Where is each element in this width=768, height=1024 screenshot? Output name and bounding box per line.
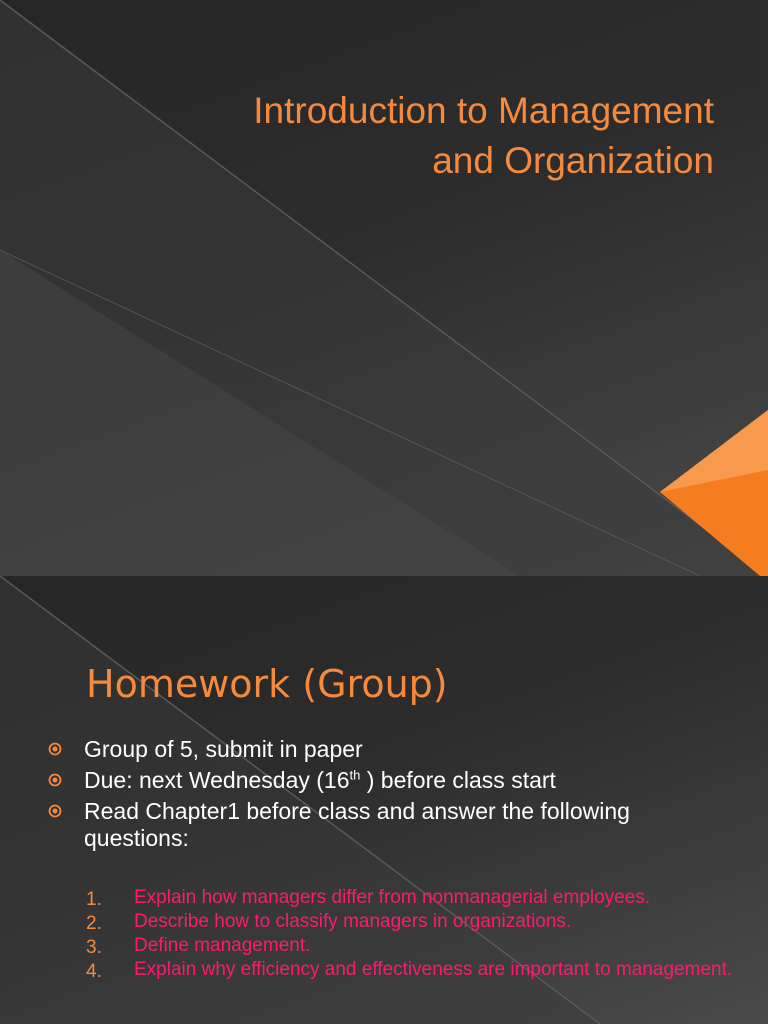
- homework-title: Homework (Group): [86, 662, 448, 707]
- bullet-list: [48, 736, 738, 856]
- question-item: [86, 886, 746, 910]
- question-number: 2.: [86, 913, 102, 934]
- question-item: [86, 934, 746, 958]
- question-text: Explain how managers differ from nonmanagerial employees.: [134, 887, 651, 908]
- question-number: 4.: [86, 961, 102, 982]
- question-number: 3.: [86, 937, 102, 958]
- question-text: Describe how to classify managers in organizations.: [134, 911, 572, 932]
- question-item: [86, 910, 746, 934]
- bullet-item: [48, 798, 738, 852]
- question-item: [86, 958, 746, 982]
- circle-dot-icon: [48, 804, 62, 818]
- slide-title-text: [253, 86, 714, 186]
- circle-dot-icon: [48, 742, 62, 756]
- title-line-1: Introduction to Management: [253, 90, 714, 131]
- bullet-text: Group of 5, submit in paper: [84, 736, 363, 762]
- bullet-text: Read Chapter1 before class and answer the following questions:: [84, 798, 630, 851]
- question-text: Define management.: [134, 935, 311, 956]
- question-number: 1.: [86, 889, 102, 910]
- bullet-item: [48, 736, 738, 763]
- question-list: [86, 886, 746, 982]
- question-text: Explain why efficiency and effectiveness are important to management.: [134, 959, 733, 980]
- bullet-item: [48, 767, 738, 794]
- superscript: th: [349, 767, 361, 783]
- bullet-text-suffix: ) before class start: [360, 767, 556, 793]
- title-line-2: and Organization: [432, 140, 714, 181]
- bullet-text: Due: next Wednesday (16: [84, 767, 350, 793]
- circle-dot-icon: [48, 773, 62, 787]
